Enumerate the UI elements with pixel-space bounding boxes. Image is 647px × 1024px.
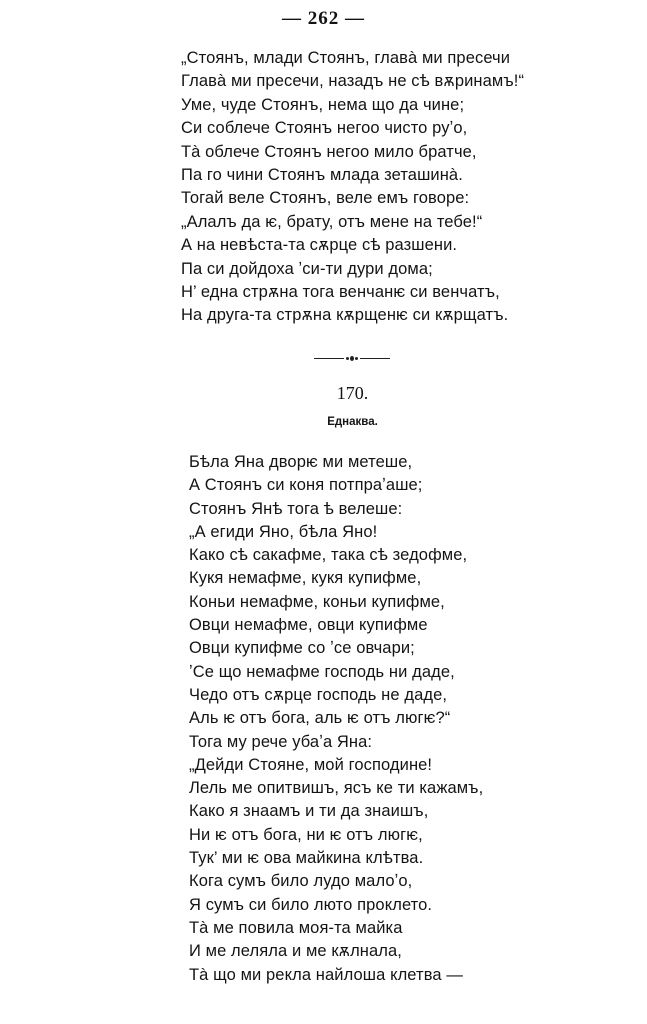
poem-line: Чедо отъ сѫрце господь не даде, [189, 685, 448, 704]
poem-line: „Стоянъ, млади Стоянъ, главà ми пресечи [181, 49, 511, 67]
divider-rule-right [360, 358, 390, 359]
poem-line: Главà ми пресечи, назадъ не сѣ вѫринамъ!“ [181, 72, 525, 91]
poem-line: Кукя немафме, кукя купифме, [189, 569, 422, 588]
poem-line: Како я знаамъ и ти да знаишъ, [189, 802, 429, 821]
poem-line: Аль ѥ отъ бога, аль ѥ отъ люгѥ?“ [189, 709, 451, 728]
poem-line: Ни ѥ отъ бога, ни ѥ отъ люгѥ, [189, 825, 423, 844]
page-number: — 262 — [282, 8, 365, 29]
divider-ornament-icon [345, 356, 359, 362]
poem-line: И ме леляла и ме кѫлнала, [189, 942, 402, 961]
song-number: 170. [336, 383, 369, 403]
poem-line: Бѣла Яна дворѥ ми метеше, [189, 453, 413, 471]
poem-top [181, 47, 641, 328]
poem-line: Тога му рече убаʼа Яна: [189, 732, 373, 751]
ornamental-divider [314, 356, 390, 362]
poem-line: Па си дойдоха ʼси-ти дури дома; [181, 259, 433, 278]
poem-line: Стоянъ Янѣ тога ѣ велеше: [189, 499, 403, 518]
poem-line: Н’ една стрѫна тога венчанѥ си венчатъ, [181, 282, 500, 301]
poem-line: Кога сумъ било лудо малоʼо, [189, 872, 413, 891]
poem-line: Тогай веле Стоянъ, веле емъ говоре: [181, 189, 470, 208]
poem-line: „Дейди Стояне, мой господине! [189, 755, 433, 774]
poem-line: Овци немафме, овци купифме [189, 616, 428, 635]
poem-bottom [189, 451, 647, 987]
poem-line: ʼСе що немафме господь ни даде, [189, 662, 455, 681]
poem-line: Тук’ ми ѥ ова майкина клѣтва. [189, 849, 424, 868]
poem-line: Коньи немафме, коньи купифме, [189, 592, 445, 611]
poem-line: Тà ме повила моя-та майка [189, 918, 403, 937]
divider-rule-left [314, 358, 344, 359]
poem-line: Тà облече Стоянъ негоо мило братче, [181, 142, 477, 161]
poem-line: Уме, чуде Стоянъ, нема що да чине; [181, 95, 465, 114]
poem-line: Овци купифме со ʼсе овчари; [189, 639, 415, 658]
song-subtitle: Еднаква. [327, 416, 378, 428]
poem-line: Лель ме опитвишъ, ясъ ке ти кажамъ, [189, 779, 484, 798]
poem-line: А на невѣста-та сѫрце сѣ разшени. [181, 236, 458, 255]
poem-line: На друга-та стрѫна кѫрщенѥ си кѫрщатъ. [181, 306, 509, 325]
poem-line: Па го чини Стоянъ млада зеташинà. [181, 165, 463, 184]
poem-line: Си соблече Стоянъ негоо чисто руʼо, [181, 119, 468, 138]
poem-line: А Стоянъ си коня потпраʼаше; [189, 476, 423, 495]
poem-line: Тà що ми рекла найлоша клетва — [189, 965, 463, 984]
poem-line: Како сѣ сакафме, така сѣ зедофме, [189, 546, 468, 565]
poem-line: „А егиди Яно, бѣла Яно! [189, 522, 378, 541]
poem-line: „Алалъ да ѥ, брату, отъ мене на тебе!“ [181, 212, 483, 231]
poem-line: Я сумъ си било люто проклето. [189, 895, 433, 914]
